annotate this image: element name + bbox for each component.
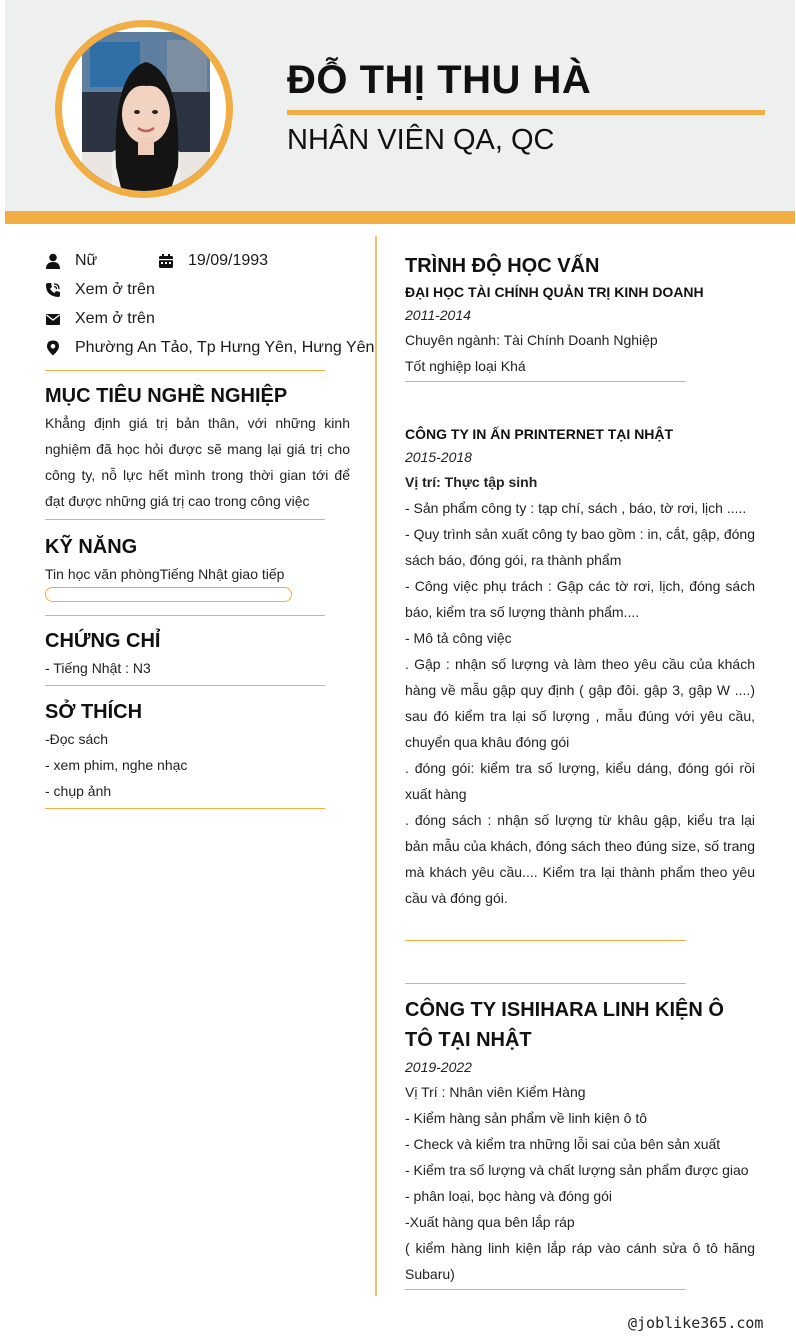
phone-icon <box>45 282 61 298</box>
hobby-item: - xem phim, nghe nhạc <box>45 757 188 773</box>
job2-line: - Kiểm hàng sản phẩm về linh kiện ô tô <box>405 1110 648 1126</box>
info-row-phone <box>45 277 360 306</box>
job2-line: - Check và kiểm tra những lỗi sai của bên sản xuất <box>405 1136 721 1152</box>
email-value: Xem ở trên <box>75 310 155 327</box>
job1-line: . đóng sách : nhận số lượng từ khâu gập, kiểu tra lại bản mẫu của khách, đóng sách theo đúng size, số trang mà khách yêu cầu.... Kiểm tra lại thành phẩm theo yêu cầu và đóng gói. <box>405 812 755 906</box>
name-underline <box>287 110 765 115</box>
address-value: Phường An Tảo, Tp Hưng Yên, Hưng Yên <box>75 339 375 356</box>
section-divider <box>45 685 325 686</box>
section-divider <box>45 615 325 616</box>
job2-position: Vị Trí : Nhân viên Kiểm Hàng <box>405 1084 586 1100</box>
hobby-item: -Đọc sách <box>45 731 109 747</box>
job1-company: CÔNG TY IN ẤN PRINTERNET TẠI NHẬT <box>405 426 674 442</box>
section-divider <box>405 983 686 984</box>
job1-line: - Quy trình sản xuất công ty bao gồm : in, cắt, gập, đóng sách báo, đóng gói, ra thành phẩm <box>405 526 755 568</box>
watermark: @joblike365.com <box>628 1314 764 1332</box>
section-divider <box>405 1289 686 1290</box>
education-line: Tốt nghiệp loại Khá <box>405 358 526 374</box>
birthday-value: 19/09/1993 <box>188 252 269 269</box>
objective-text: Khẳng định giá trị bản thân, với những kinh nghiệm đã học hỏi được sẽ mang lại giá trị cho công ty, nỗ lực hết mình trong thời gian tới để đạt được những giá trị cao trong công việc <box>45 415 350 509</box>
job1-line: - Mô tả công việc <box>405 630 512 646</box>
portrait-photo <box>82 32 210 191</box>
section-divider <box>405 940 686 941</box>
job2-period: 2019-2022 <box>405 1059 472 1075</box>
candidate-name: ĐỖ THỊ THU HÀ <box>287 58 592 102</box>
info-row-address <box>45 335 375 364</box>
section-divider <box>45 370 325 371</box>
column-divider <box>375 236 377 1296</box>
job1-line: - Công việc phụ trách : Gập các tờ rơi, lịch, đóng sách báo, kiểm tra số lượng thành phẩm.... <box>405 578 755 620</box>
skills-text: Tin học văn phòngTiếng Nhật giao tiếp <box>45 566 285 582</box>
job2-line: - Kiểm tra số lượng và chất lượng sản phẩm được giao <box>405 1162 749 1178</box>
job2-line: -Xuất hàng qua bên lắp ráp <box>405 1214 575 1230</box>
right-column <box>405 252 755 1290</box>
job2-line: ( kiểm hàng linh kiện lắp ráp vào cánh sửa ô tô hãng Subaru) <box>405 1240 755 1282</box>
certificates-title: CHỨNG CHỈ <box>45 630 161 652</box>
section-divider <box>45 808 325 809</box>
education-title: TRÌNH ĐỘ HỌC VẤN <box>405 255 600 277</box>
hobby-item: - chụp ảnh <box>45 783 112 799</box>
skill-level-bar <box>45 587 292 602</box>
hobbies-title: SỞ THÍCH <box>45 701 143 723</box>
info-row-gender-birthday <box>45 248 360 277</box>
job1-line: - Sản phẩm công ty : tạp chí, sách , báo, tờ rơi, lịch ..... <box>405 500 747 516</box>
section-divider <box>405 381 686 382</box>
job-title: NHÂN VIÊN QA, QC <box>287 124 555 156</box>
map-pin-icon <box>45 340 61 356</box>
objective-title: MỤC TIÊU NGHỀ NGHIỆP <box>45 385 288 407</box>
job1-line: . đóng gói: kiểm tra số lượng, kiểu dáng, đóng gói rồi xuất hàng <box>405 760 755 802</box>
certificate-item: - Tiếng Nhật : N3 <box>45 660 151 676</box>
job2-line: - phân loại, bọc hàng và đóng gói <box>405 1188 613 1204</box>
education-line: Chuyên ngành: Tài Chính Doanh Nghiệp <box>405 332 658 348</box>
left-column <box>45 248 375 809</box>
section-divider <box>45 519 325 520</box>
gender-value: Nữ <box>75 252 98 269</box>
job2-company: CÔNG TY ISHIHARA LINH KIỆN Ô TÔ TẠI NHẬT <box>405 999 724 1051</box>
skills-title: KỸ NĂNG <box>45 536 138 558</box>
phone-value: Xem ở trên <box>75 281 155 298</box>
calendar-icon <box>158 253 174 269</box>
user-icon <box>45 253 61 269</box>
envelope-icon <box>45 311 61 327</box>
job1-period: 2015-2018 <box>405 449 472 465</box>
header-accent-bar <box>5 211 795 224</box>
job1-line: . Gập : nhận số lượng và làm theo yêu cầu của khách hàng về mẫu gập quy định ( gập đôi. gập 3, gập W ....) sau đó kiểm tra lại số lượng , mẫu đúng với yêu cầu, chuyển qua khâu đóng gói <box>405 656 755 750</box>
info-row-email <box>45 306 360 335</box>
avatar <box>55 20 233 198</box>
education-period: 2011-2014 <box>405 307 471 323</box>
education-school: ĐẠI HỌC TÀI CHÍNH QUẢN TRỊ KINH DOANH <box>405 284 704 300</box>
avatar-frame <box>62 27 226 191</box>
job1-position: Vị trí: Thực tập sinh <box>405 474 538 490</box>
